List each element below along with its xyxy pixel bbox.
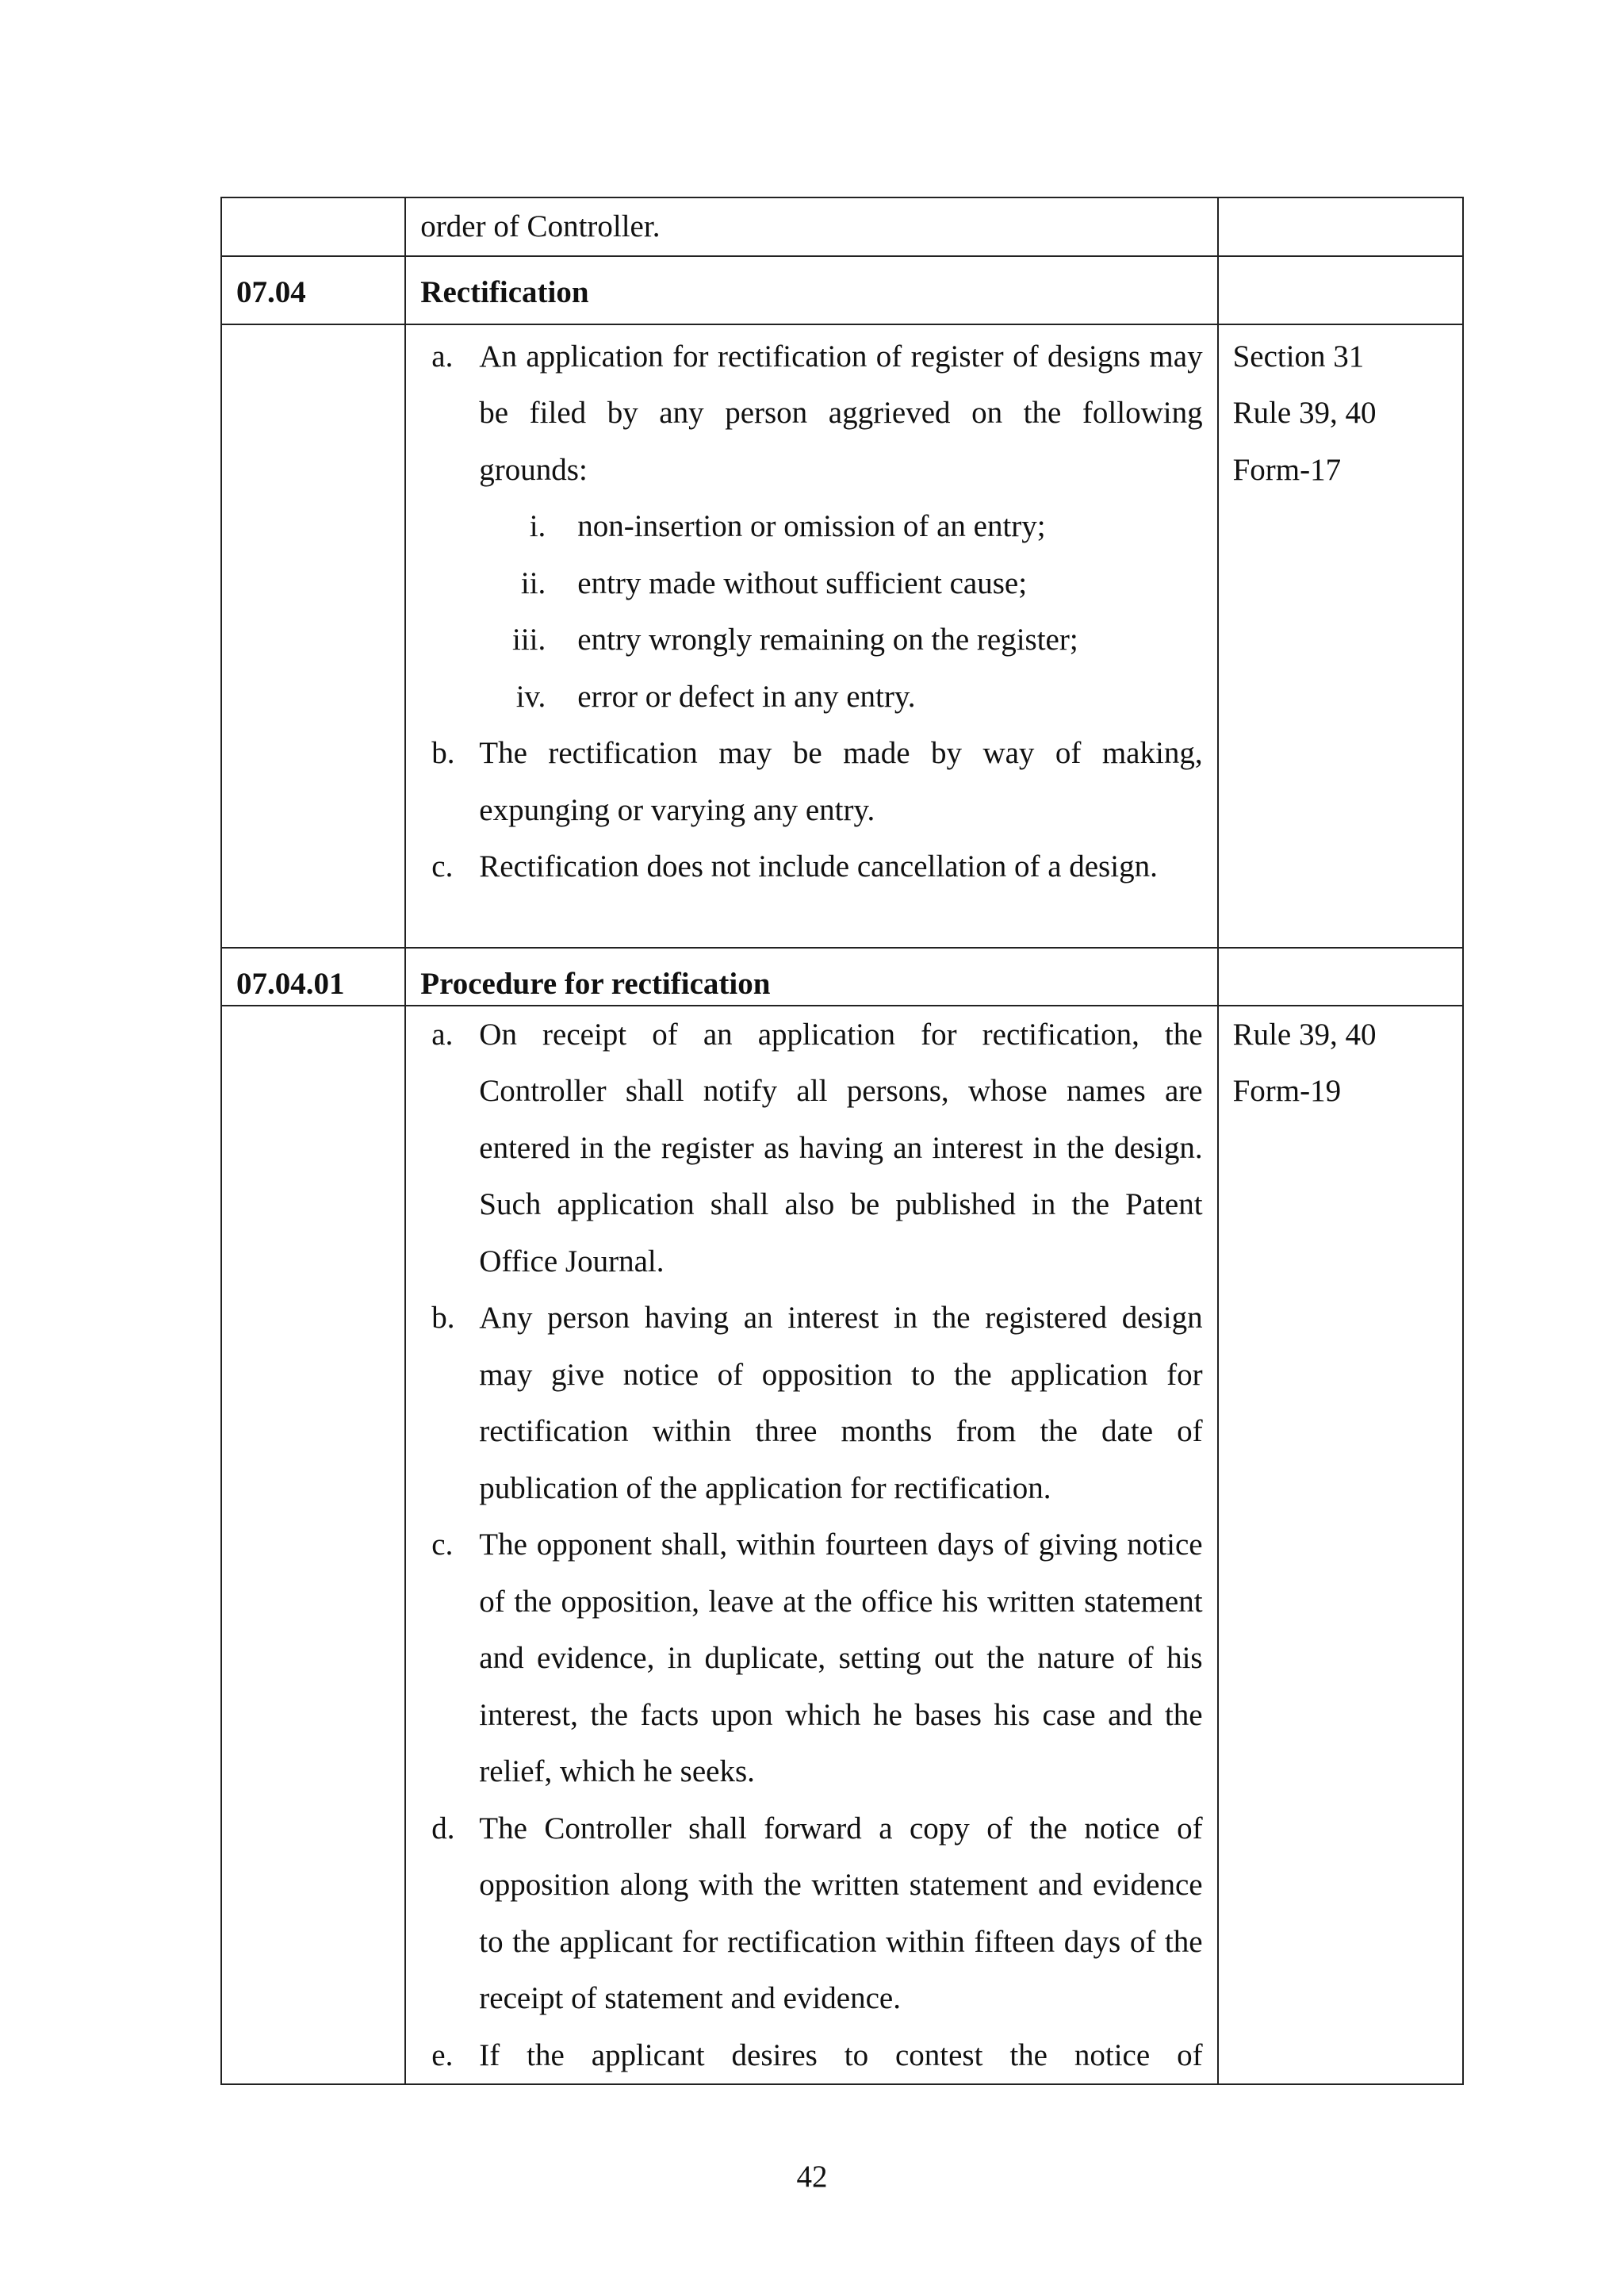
sub-list-item-text: error or defect in any entry. bbox=[577, 679, 916, 714]
continuation-text: order of Controller. bbox=[405, 197, 1217, 256]
section-body-row bbox=[221, 1006, 1463, 2085]
reference-cell bbox=[1218, 1006, 1463, 2085]
list-item-text: The Controller shall forward a copy of the notice of opposition along with the written statement and evidence to the applicant for rectification within fifteen days of the receipt of statement and evidence. bbox=[479, 1811, 1203, 2015]
list-marker: b. bbox=[431, 736, 455, 770]
sub-list-item-text: entry made without sufficient cause; bbox=[577, 565, 1028, 600]
section-heading-row bbox=[221, 256, 1463, 324]
list-item-text: If the applicant desires to contest the notice of bbox=[479, 2037, 1203, 2072]
reference-cell bbox=[1218, 256, 1463, 324]
sub-list-item bbox=[406, 611, 1216, 669]
section-title: Rectification bbox=[405, 256, 1217, 324]
list-marker: e. bbox=[431, 2037, 454, 2072]
section-code: 07.04.01 bbox=[221, 948, 405, 1006]
list-item-text: Rectification does not include cancellation of a design. bbox=[479, 849, 1158, 884]
list-item bbox=[406, 1800, 1216, 2027]
section-code-cell bbox=[221, 324, 405, 948]
sub-list-item bbox=[406, 498, 1216, 555]
list-item-text: The opponent shall, within fourteen days of giving notice of the opposition, leave at the office his written statement and evidence, in duplicate, setting out the nature of his interest, the facts upon which he bases his case and the relief, which he seeks. bbox=[479, 1527, 1203, 1788]
section-title: Procedure for rectification bbox=[405, 948, 1217, 1006]
list-item-text: On receipt of an application for rectification, the Controller shall notify all persons, whose names are entered in the register as having an interest in the design. Such application shall also be published in the Patent Office Journal. bbox=[479, 1017, 1203, 1278]
section-code-cell bbox=[221, 197, 405, 256]
sub-list-marker: ii. bbox=[520, 565, 546, 600]
list-item bbox=[406, 2027, 1216, 2084]
section-body-row bbox=[221, 324, 1463, 948]
list-marker: d. bbox=[431, 1811, 455, 1846]
list-item bbox=[406, 1516, 1216, 1800]
section-code: 07.04 bbox=[221, 256, 405, 324]
sub-list-item-text: non-insertion or omission of an entry; bbox=[577, 509, 1046, 543]
reference-line: Rule 39, 40 bbox=[1232, 1017, 1377, 1052]
sub-list-item bbox=[406, 669, 1216, 726]
list-item-text: Any person having an interest in the registered design may give notice of opposition to the application for rectification within three months from the date of publication of the application for rectification. bbox=[479, 1301, 1203, 1505]
reference-line: Section 31 bbox=[1232, 339, 1365, 374]
page-number: 42 bbox=[796, 2160, 828, 2194]
list-item bbox=[406, 725, 1216, 838]
list-item bbox=[406, 328, 1216, 499]
reference-line: Form-17 bbox=[1232, 452, 1342, 487]
list-item-text: An application for rectification of register of designs may be filed by any person aggrieved on the following grounds: bbox=[479, 339, 1203, 487]
section-code-cell bbox=[221, 1006, 405, 2085]
section-body bbox=[405, 324, 1217, 948]
rules-table bbox=[220, 197, 1464, 2085]
list-item bbox=[406, 838, 1216, 895]
reference-line: Form-19 bbox=[1232, 1074, 1342, 1108]
reference-cell bbox=[1218, 948, 1463, 1006]
section-heading-row bbox=[221, 948, 1463, 1006]
list-item bbox=[406, 1006, 1216, 1290]
section-body bbox=[405, 1006, 1217, 2085]
list-marker: a. bbox=[431, 1017, 454, 1052]
sub-list-marker: iii. bbox=[512, 623, 546, 657]
list-marker: b. bbox=[431, 1301, 455, 1335]
reference-cell bbox=[1218, 197, 1463, 256]
reference-line: Rule 39, 40 bbox=[1232, 396, 1377, 430]
continuation-row bbox=[221, 197, 1463, 256]
list-marker: c. bbox=[431, 1527, 454, 1562]
list-marker: c. bbox=[431, 849, 454, 884]
list-marker: a. bbox=[431, 339, 454, 374]
list-item-text: The rectification may be made by way of making, expunging or varying any entry. bbox=[479, 736, 1203, 827]
list-item bbox=[406, 1290, 1216, 1516]
sub-list-item bbox=[406, 555, 1216, 612]
sub-list-item-text: entry wrongly remaining on the register; bbox=[577, 623, 1078, 657]
reference-cell bbox=[1218, 324, 1463, 948]
sub-list-marker: iv. bbox=[515, 679, 546, 714]
sub-list-marker: i. bbox=[529, 509, 546, 543]
